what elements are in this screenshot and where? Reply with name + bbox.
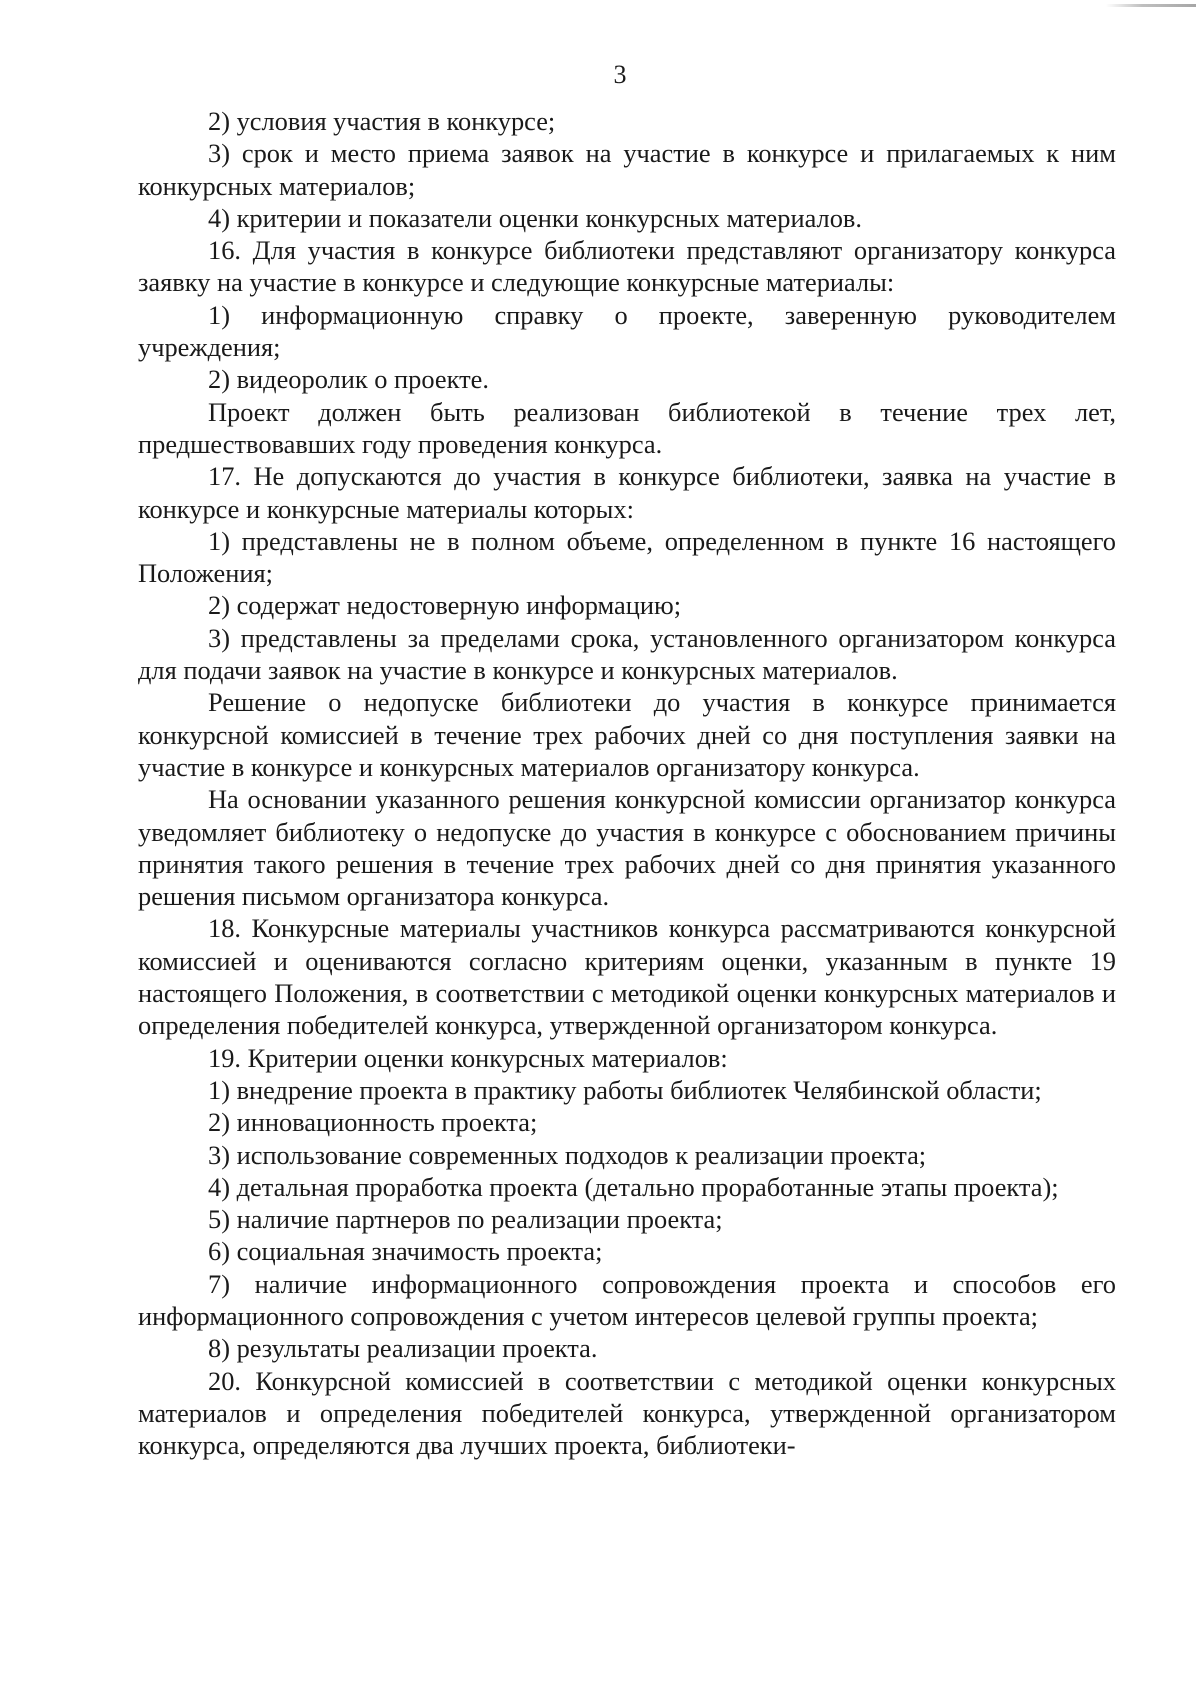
paragraph: Проект должен быть реализован библиотекой в течение трех лет, предшествовавших году проведения конкурса. <box>138 396 1116 459</box>
paragraph: 3) использование современных подходов к реализации проекта; <box>208 1139 927 1170</box>
document-body <box>138 105 1116 1461</box>
paragraph: 2) содержат недостоверную информацию; <box>208 590 682 621</box>
paragraph: 2) видеоролик о проекте. <box>208 364 489 395</box>
paragraph: 1) представлены не в полном объеме, определенном в пункте 16 настоящего Положения; <box>138 525 1116 589</box>
paragraph: 5) наличие партнеров по реализации проекта; <box>208 1204 723 1235</box>
paragraph: 16. Для участия в конкурсе библиотеки представляют организатору конкурса заявку на участие в конкурсе и следующие конкурсные материалы: <box>138 235 1116 298</box>
paragraph: 1) внедрение проекта в практику работы библиотек Челябинской области; <box>208 1074 1042 1105</box>
paragraph: На основании указанного решения конкурсной комиссии организатор конкурса уведомляет библиотеку о недопуске до участия в конкурсе с обоснованием причины принятия такого решения в течение трех рабочих дней со дня принятия указанного решения письмом организатора конкурса. <box>138 784 1116 912</box>
paragraph: 6) социальная значимость проекта; <box>208 1236 603 1267</box>
page-number: 3 <box>613 60 627 89</box>
paragraph: 3) срок и место приема заявок на участие в конкурсе и прилагаемых к ним конкурсных материалов; <box>138 138 1116 201</box>
paragraph: 4) критерии и показатели оценки конкурсных материалов. <box>208 202 862 233</box>
paragraph: 2) условия участия в конкурсе; <box>208 106 556 136</box>
paragraph: 20. Конкурсной комиссией в соответствии с методикой оценки конкурсных материалов и определения победителей конкурса, утвержденной организатором конкурса, определяются два лучших проекта, библиотеки- <box>138 1365 1116 1461</box>
paragraph: 7) наличие информационного сопровождения проекта и способов его информационного сопровождения с учетом интересов целевой группы проекта; <box>138 1268 1116 1331</box>
paragraph: 19. Критерии оценки конкурсных материалов: <box>208 1042 728 1073</box>
paragraph: 8) результаты реализации проекта. <box>208 1333 598 1364</box>
paragraph: Решение о недопуске библиотеки до участия в конкурсе принимается конкурсной комиссией в течение трех рабочих дней со дня поступления заявки на участие в конкурсе и конкурсных материалов организатору конкурса. <box>138 687 1116 782</box>
paragraph: 3) представлены за пределами срока, установленного организатором конкурса для подачи заявок на участие в конкурсе и конкурсных материалов. <box>138 622 1116 686</box>
paragraph: 18. Конкурсные материалы участников конкурса рассматриваются конкурсной комиссией и оцениваются согласно критериям оценки, указанным в пункте 19 настоящего Положения, в соответствии с методикой оценки конкурсных материалов и определения победителей конкурса, утвержденной организатором конкурса. <box>138 913 1116 1041</box>
paragraph: 17. Не допускаются до участия в конкурсе библиотеки, заявка на участие в конкурсе и конкурсные материалы которых: <box>138 461 1116 524</box>
paragraph: 4) детальная проработка проекта (детально проработанные этапы проекта); <box>208 1171 1059 1202</box>
paragraph: 2) инновационность проекта; <box>208 1107 538 1138</box>
scan-edge-mark <box>1106 4 1196 7</box>
paragraph: 1) информационную справку о проекте, заверенную руководителем учреждения; <box>138 299 1116 363</box>
